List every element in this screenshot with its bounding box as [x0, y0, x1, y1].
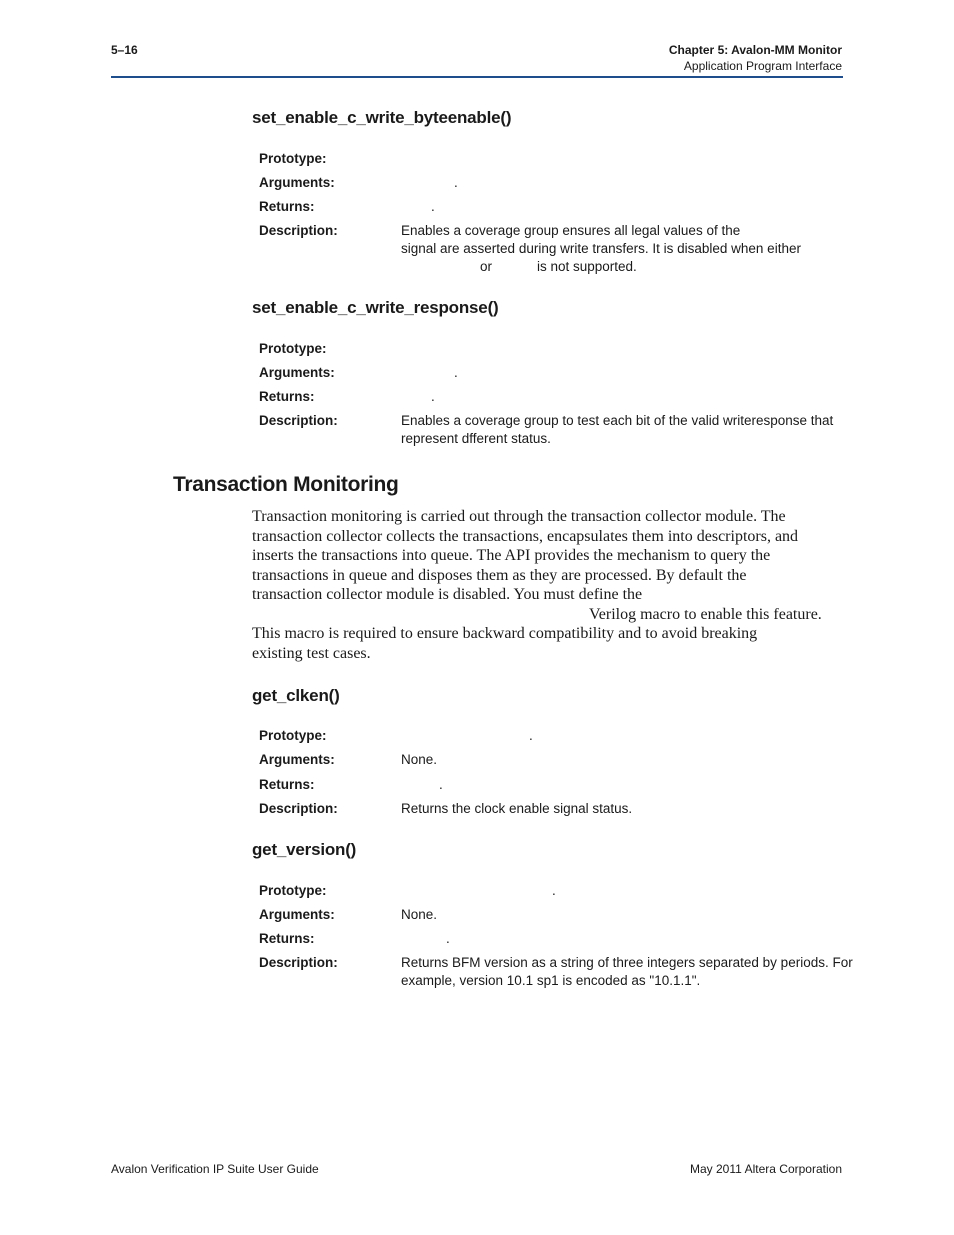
version-arguments-label: Arguments:	[259, 907, 335, 922]
byteenable-returns-value: .	[431, 199, 435, 214]
paragraph-line: Transaction monitoring is carried out through the transaction collector module. The	[252, 508, 786, 525]
clken-arguments-label: Arguments:	[259, 752, 335, 767]
byteenable-description-or: or	[480, 259, 493, 274]
response-arguments-label: Arguments:	[259, 365, 335, 380]
footer-company: Altera Corporation	[744, 1162, 842, 1176]
transaction-paragraph	[252, 507, 842, 663]
clken-heading: get_clken()	[252, 686, 340, 705]
section-title: Application Program Interface	[683, 59, 842, 73]
response-description-line: Enables a coverage group to test each bit of the valid writeresponse that	[401, 413, 834, 428]
byteenable-prototype-label: Prototype:	[259, 151, 327, 166]
version-description-line: example, version 10.1 sp1 is encoded as "10.1.1".	[401, 973, 701, 988]
clken-description-label: Description:	[259, 801, 338, 816]
clken-prototype-value: .	[529, 728, 533, 743]
byteenable-heading: set_enable_c_write_byteenable()	[252, 108, 512, 127]
paragraph-line: inserts the transactions into queue. The API provides the mechanism to query the	[252, 547, 771, 564]
clken-returns-label: Returns:	[259, 777, 315, 792]
version-heading: get_version()	[252, 840, 357, 859]
header-rule	[111, 76, 843, 78]
page-number: 5–16	[111, 43, 138, 57]
response-returns-label: Returns:	[259, 389, 315, 404]
clken-returns-value: .	[439, 777, 443, 792]
byteenable-description-label: Description:	[259, 223, 338, 238]
response-description-label: Description:	[259, 413, 338, 428]
version-returns-label: Returns:	[259, 931, 315, 946]
clken-arguments-value: None.	[401, 752, 438, 767]
version-arguments-value: None.	[401, 907, 438, 922]
version-prototype-label: Prototype:	[259, 883, 327, 898]
byteenable-returns-label: Returns:	[259, 199, 315, 214]
version-returns-value: .	[446, 931, 450, 946]
clken-description-line: Returns the clock enable signal status.	[401, 801, 633, 816]
paragraph-line: transaction collector module is disabled. You must define the	[252, 586, 643, 603]
transaction-monitoring-heading: Transaction Monitoring	[173, 473, 399, 496]
chapter-title: Chapter 5: Avalon-MM Monitor	[668, 43, 842, 57]
version-description-line: Returns BFM version as a string of three integers separated by periods. For	[401, 955, 853, 970]
response-prototype-label: Prototype:	[259, 341, 327, 356]
version-prototype-value: .	[552, 883, 556, 898]
paragraph-line: This macro is required to ensure backward compatibility and to avoid breaking	[252, 625, 758, 642]
paragraph-line: transactions in queue and disposes them as they are processed. By default the	[252, 566, 747, 584]
footer-date: May 2011	[690, 1162, 742, 1176]
response-returns-value: .	[431, 389, 435, 404]
paragraph-line: existing test cases.	[252, 644, 371, 662]
byteenable-arguments-label: Arguments:	[259, 175, 335, 190]
byteenable-description-end: is not supported.	[537, 259, 637, 274]
byteenable-description-line: Enables a coverage group ensures all legal values of the	[401, 223, 741, 238]
response-heading: set_enable_c_write_response()	[252, 298, 499, 317]
footer-guide-title: Avalon Verification IP Suite User Guide	[111, 1162, 319, 1176]
byteenable-description-line: signal are asserted during write transfers. It is disabled when either	[401, 241, 801, 256]
paragraph-line: Verilog macro to enable this feature.	[589, 605, 822, 623]
paragraph-line: transaction collector collects the transactions, encapsulates them into descriptors, and	[252, 527, 799, 545]
version-description-label: Description:	[259, 955, 338, 970]
byteenable-arguments-value: .	[454, 175, 458, 190]
clken-prototype-label: Prototype:	[259, 728, 327, 743]
response-arguments-value: .	[454, 365, 458, 380]
response-description-line: represent dfferent status.	[401, 431, 551, 446]
